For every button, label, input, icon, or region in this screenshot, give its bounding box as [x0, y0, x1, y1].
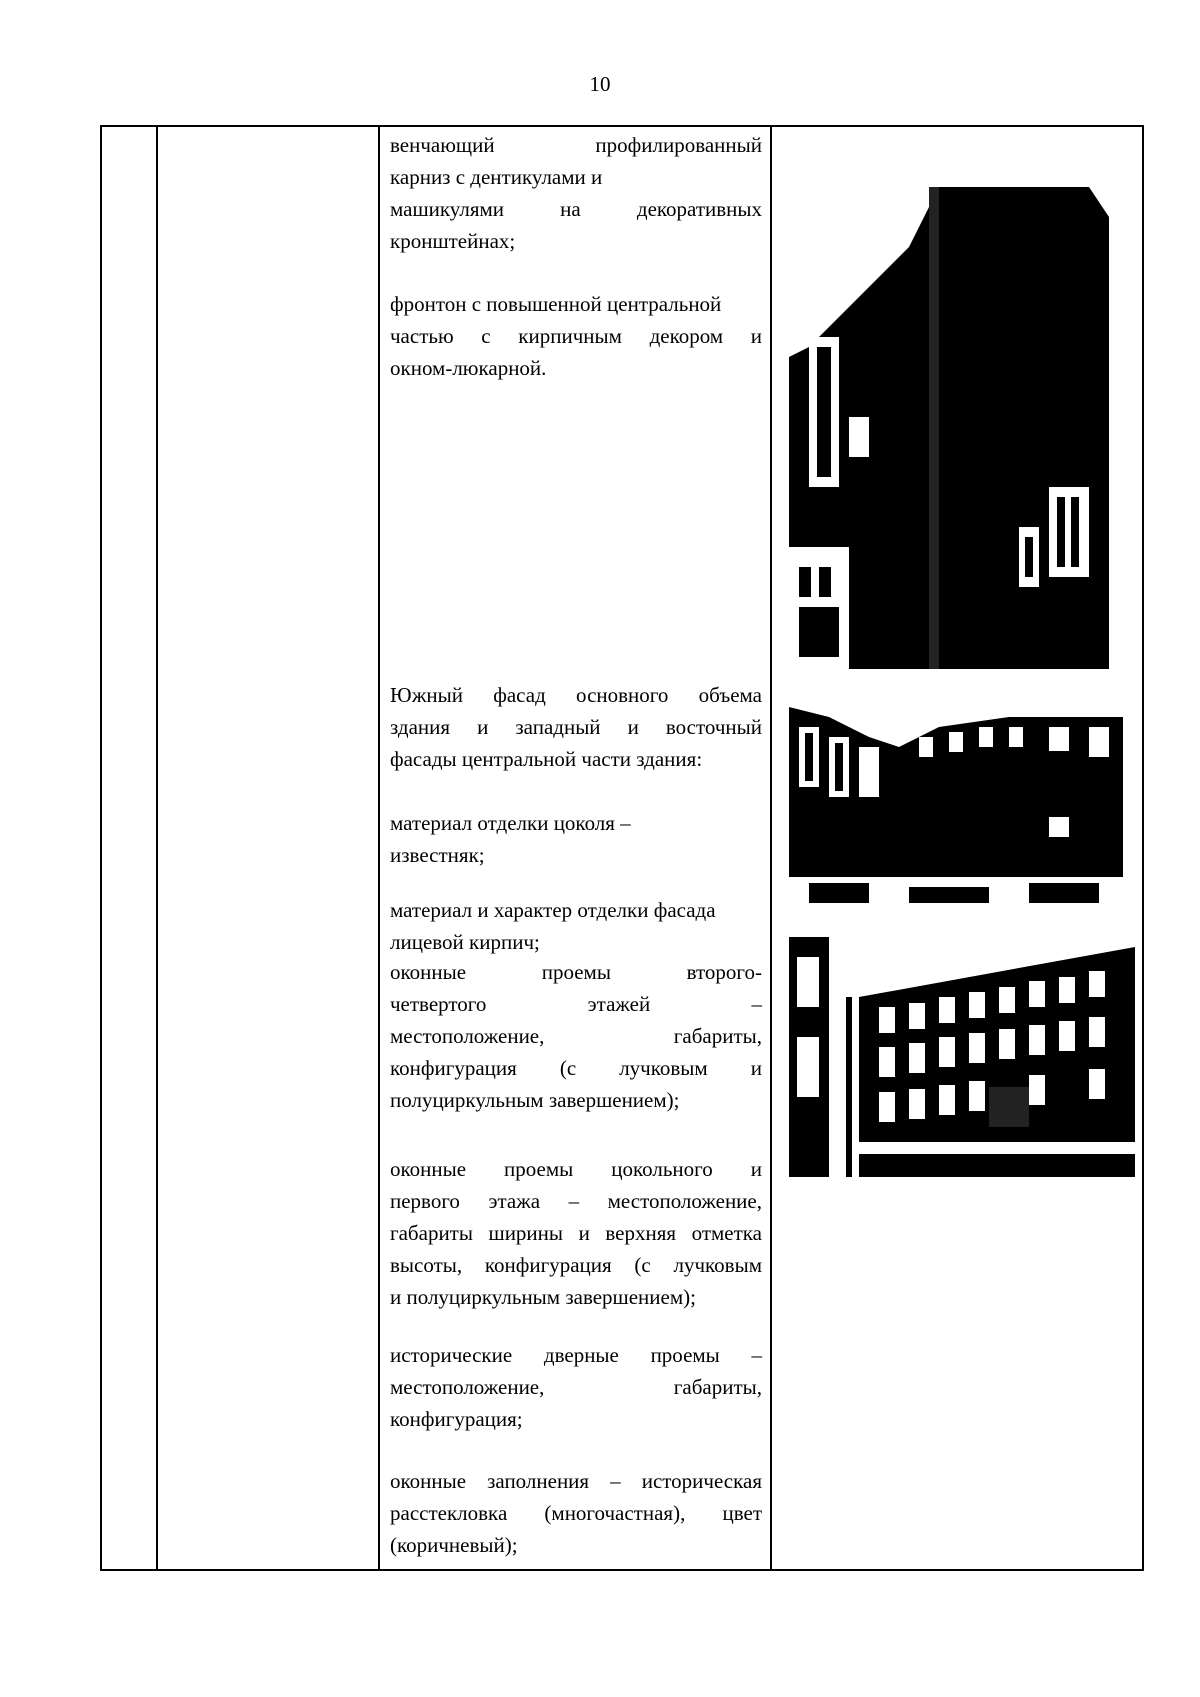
- text-line: исторические дверные проемы –: [390, 1343, 762, 1367]
- text-line: оконные проемы второго-: [390, 960, 762, 984]
- text-line: первого этажа – местоположение,: [390, 1189, 762, 1213]
- text-line: венчающий профилированный: [390, 133, 762, 157]
- paragraph-upper-windows: [390, 956, 762, 1116]
- text-line: окном-люкарной.: [390, 356, 547, 380]
- paragraph-lower-windows: [390, 1153, 762, 1313]
- text-line: оконные проемы цокольного и: [390, 1157, 762, 1181]
- page-number: 10: [589, 72, 611, 96]
- column-divider: [770, 127, 772, 1569]
- text-line: известняк;: [390, 843, 485, 867]
- description-column: [380, 127, 770, 1569]
- paragraph-facade-material: [390, 894, 762, 958]
- text-line: местоположение, габариты,: [390, 1375, 762, 1399]
- text-line: габариты ширины и верхняя отметка: [390, 1221, 762, 1245]
- column-divider: [156, 127, 158, 1569]
- facade-photo-front: [789, 937, 1135, 1177]
- document-table: [100, 125, 1144, 1571]
- text-line: (коричневый);: [390, 1533, 518, 1557]
- text-line: конфигурация;: [390, 1407, 523, 1431]
- text-line: лицевой кирпич;: [390, 930, 540, 954]
- text-line: расстекловка (многочастная), цвет: [390, 1501, 762, 1525]
- paragraph-cornice: [390, 129, 762, 257]
- facade-photo-street: [789, 697, 1123, 911]
- paragraph-plinth-material: [390, 807, 762, 871]
- text-line: полуциркульным завершением);: [390, 1088, 680, 1112]
- text-line: фронтон с повышенной центральной: [390, 292, 722, 316]
- text-line: местоположение, габариты,: [390, 1024, 762, 1048]
- text-line: конфигурация (с лучковым и: [390, 1056, 762, 1080]
- text-line: четвертого этажей –: [390, 992, 762, 1016]
- text-line: фасады центральной части здания:: [390, 747, 703, 771]
- text-line: машикулями на декоративных: [390, 197, 762, 221]
- text-line: Южный фасад основного объема: [390, 683, 762, 707]
- text-line: высоты, конфигурация (с лучковым: [390, 1253, 762, 1277]
- text-line: карниз с дентикулами и: [390, 165, 603, 189]
- text-line: кронштейнах;: [390, 229, 516, 253]
- text-line: оконные заполнения – историческая: [390, 1469, 762, 1493]
- text-line: здания и западный и восточный: [390, 715, 762, 739]
- facade-photo-corner: [789, 187, 1109, 669]
- text-line: и полуциркульным завершением);: [390, 1285, 696, 1309]
- paragraph-pediment: [390, 288, 762, 384]
- paragraph-window-fillings: [390, 1465, 762, 1561]
- paragraph-south-facade: [390, 679, 762, 775]
- text-line: материал и характер отделки фасада: [390, 898, 716, 922]
- text-line: частью с кирпичным декором и: [390, 324, 762, 348]
- paragraph-door-openings: [390, 1339, 762, 1435]
- text-line: материал отделки цоколя –: [390, 811, 631, 835]
